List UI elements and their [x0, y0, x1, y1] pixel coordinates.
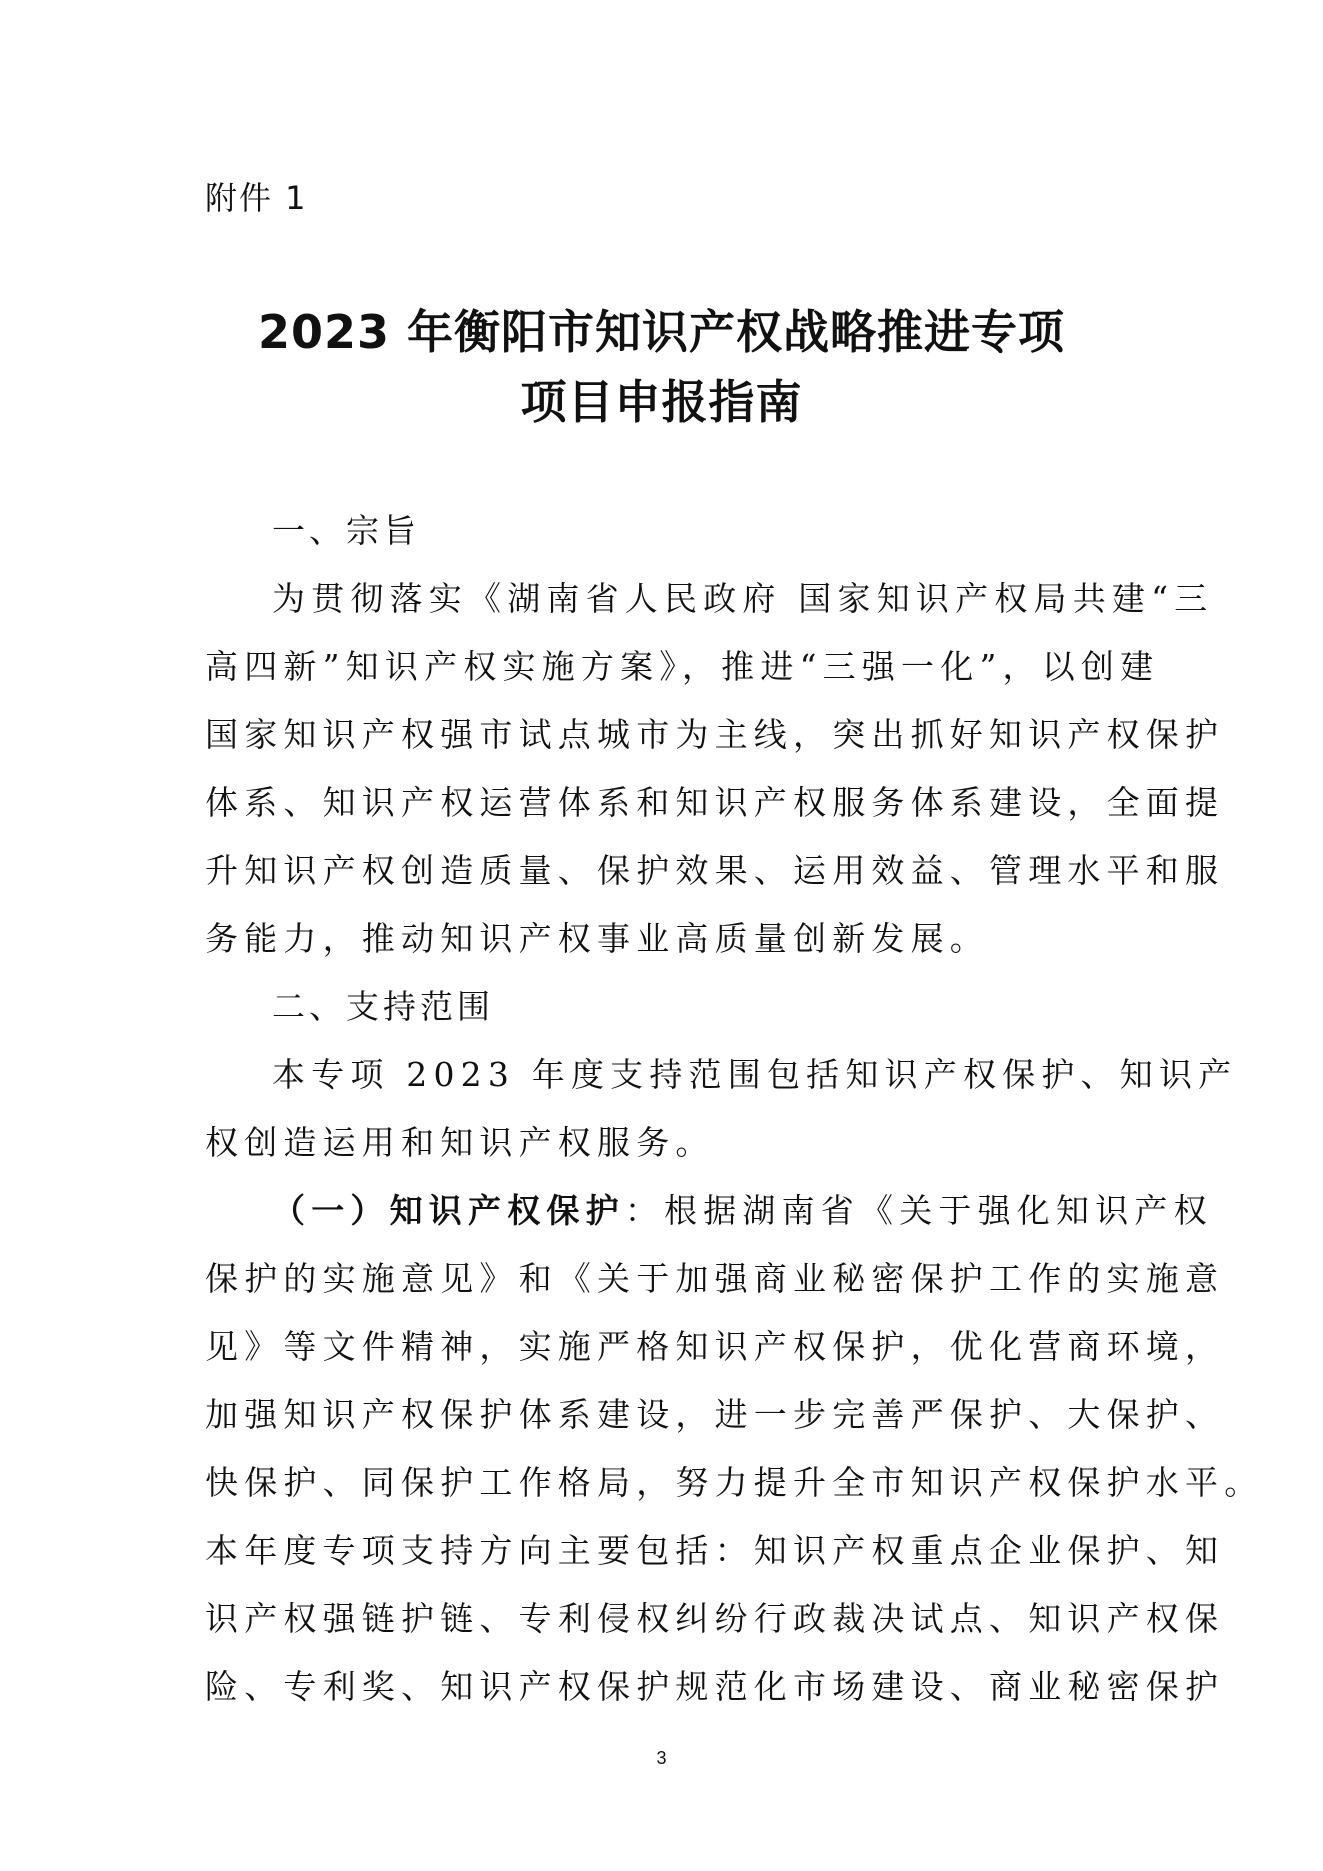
paragraph-line: 权创造运用和知识产权服务。: [205, 1123, 715, 1162]
attachment-label: 附件 1: [205, 179, 308, 217]
page-number: 3: [656, 1748, 667, 1768]
paragraph-line: 务能力，推动知识产权事业高质量创新发展。: [205, 919, 989, 958]
document-title-line-1: 2023 年衡阳市知识产权战略推进专项: [257, 305, 1066, 359]
section-heading-scope: 二、支持范围: [272, 987, 494, 1026]
paragraph-line: 快保护、同保护工作格局，努力提升全市知识产权保护水平。: [205, 1463, 1264, 1502]
paragraph-line: 升知识产权创造质量、保护效果、运用效益、管理水平和服: [205, 851, 1225, 890]
subsection-heading-ip-protection: （一）知识产权保护: [272, 1191, 625, 1230]
paragraph-line: 识产权强链护链、专利侵权纠纷行政裁决试点、知识产权保: [205, 1599, 1225, 1638]
subsection-first-line: [272, 1185, 1213, 1232]
paragraph-line: 保护的实施意见》和《关于加强商业秘密保护工作的实施意: [205, 1259, 1225, 1298]
paragraph-line: 为贯彻落实《湖南省人民政府 国家知识产权局共建“三: [272, 579, 1214, 618]
section-heading-purpose: 一、宗旨: [272, 511, 420, 550]
paragraph-line: 体系、知识产权运营体系和知识产权服务体系建设，全面提: [205, 783, 1225, 822]
paragraph-line: 本年度专项支持方向主要包括：知识产权重点企业保护、知: [205, 1531, 1225, 1570]
subsection-first-line-text: ：根据湖南省《关于强化知识产权: [624, 1191, 1213, 1230]
paragraph-line: 国家知识产权强市试点城市为主线，突出抓好知识产权保护: [205, 715, 1225, 754]
paragraph-line: 高四新”知识产权实施方案》，推进“三强一化”，以创建: [205, 647, 1160, 686]
paragraph-line: 险、专利奖、知识产权保护规范化市场建设、商业秘密保护: [205, 1667, 1225, 1706]
paragraph-line: 加强知识产权保护体系建设，进一步完善严保护、大保护、: [205, 1395, 1225, 1434]
document-title-line-2: 项目申报指南: [520, 375, 803, 429]
paragraph-line: 本专项 2023 年度支持范围包括知识产权保护、知识产: [272, 1055, 1238, 1094]
paragraph-line: 见》等文件精神，实施严格知识产权保护，优化营商环境，: [205, 1327, 1225, 1366]
